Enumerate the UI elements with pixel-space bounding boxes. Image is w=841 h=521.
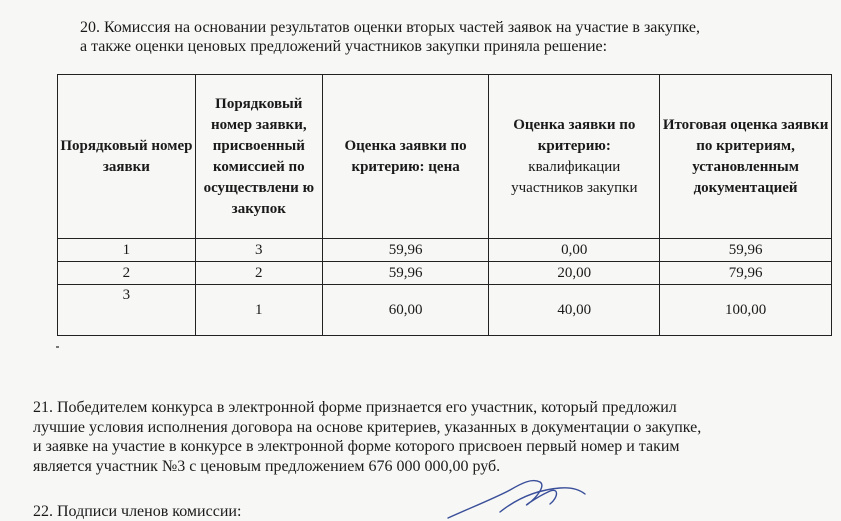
table-row <box>58 239 832 262</box>
scan-speck <box>56 346 59 348</box>
cell-price: 60,00 <box>322 285 489 336</box>
header-qualification-score <box>489 75 660 239</box>
section-22: 22. Подписи членов комиссии: <box>33 503 242 520</box>
cell-price: 59,96 <box>322 262 489 285</box>
cell-number: 2 <box>58 262 196 285</box>
section-21-line-1: 21. Победителем конкурса в электронной форме признается его участник, который предложил <box>33 399 677 416</box>
cell-price: 59,96 <box>322 239 489 262</box>
cell-total: 59,96 <box>660 239 832 262</box>
table-row <box>58 262 832 285</box>
cell-total: 79,96 <box>660 262 832 285</box>
signature-scribble <box>440 468 590 520</box>
cell-assigned: 3 <box>195 239 322 262</box>
cell-qualification: 40,00 <box>489 285 660 336</box>
section-21 <box>33 398 820 476</box>
table-header-row <box>58 75 832 239</box>
section-20-line-1: 20. Комиссия на основании результатов оценки вторых частей заявок на участие в закупке, <box>80 19 700 36</box>
section-21-line-3: и заявке на участие в конкурсе в электронной форме которого присвоен первый номер и таким <box>33 438 680 455</box>
section-21-line-4: является участник №3 с ценовым предложением 676 000 000,00 руб. <box>33 457 501 475</box>
header-application-number: Порядковый номер заявки <box>58 75 196 239</box>
cell-qualification: 0,00 <box>489 239 660 262</box>
section-21-line-2: лучшие условия исполнения договора на основе критериев, указанных в документации о закупке, <box>33 418 702 436</box>
header-total-score: Итоговая оценка заявки по критериям, установленным документацией <box>660 75 832 239</box>
cell-qualification: 20,00 <box>489 262 660 285</box>
header-qualification-normal: квалификации участников закупки <box>511 158 638 196</box>
header-assigned-number: Порядковый номер заявки, присвоенный комиссией по осуществлени ю закупок <box>195 75 322 239</box>
table-row <box>58 285 832 336</box>
cell-assigned: 2 <box>195 262 322 285</box>
header-price-score: Оценка заявки по критерию: цена <box>322 75 489 239</box>
evaluation-table <box>57 74 832 336</box>
section-20-line-2: а также оценки ценовых предложений участников закупки приняла решение: <box>80 38 608 55</box>
cell-number: 1 <box>58 239 196 262</box>
cell-number: 3 <box>58 285 196 336</box>
cell-total: 100,00 <box>660 285 832 336</box>
cell-assigned: 1 <box>195 285 322 336</box>
section-20 <box>80 18 820 56</box>
header-qualification-bold: Оценка заявки по критерию: <box>513 116 636 154</box>
